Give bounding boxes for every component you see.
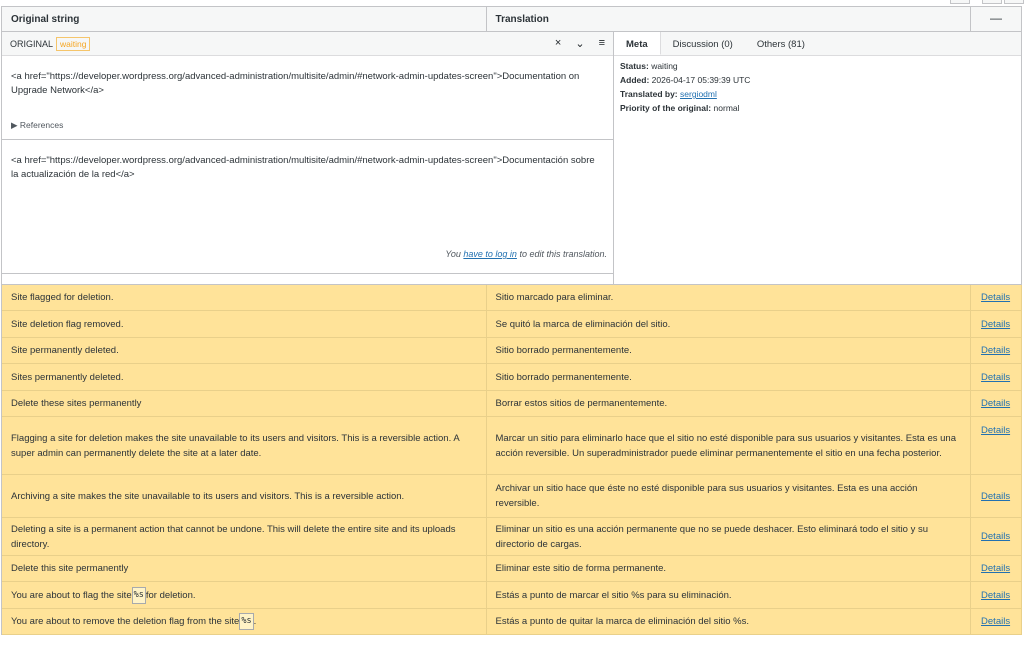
col-original-header: Original string bbox=[2, 7, 487, 31]
details-link[interactable]: Details bbox=[981, 371, 1011, 383]
top-controls bbox=[950, 0, 1024, 4]
table-row[interactable]: Site flagged for deletion. Sitio marcado para eliminar. Details bbox=[2, 285, 1022, 311]
login-link[interactable]: have to log in bbox=[463, 249, 517, 259]
meta-panel bbox=[614, 32, 1022, 284]
view-toggle-3[interactable] bbox=[1004, 0, 1024, 4]
placeholder-token: %s bbox=[132, 587, 146, 604]
placeholder-token: %s bbox=[239, 613, 253, 630]
details-link[interactable]: Details bbox=[981, 318, 1011, 330]
translation-table bbox=[1, 6, 1022, 635]
meta-added: 2026-04-17 05:39:39 UTC bbox=[651, 75, 751, 85]
table-row[interactable]: Delete this site permanently Eliminar este sitio de forma permanente. Details bbox=[2, 556, 1022, 582]
table-row[interactable]: Site deletion flag removed. Se quitó la marca de eliminación del sitio. Details bbox=[2, 311, 1022, 338]
col-translation-header: Translation bbox=[487, 7, 972, 31]
tab-others[interactable]: Others (81) bbox=[756, 39, 805, 50]
tab-discussion[interactable]: Discussion (0) bbox=[672, 39, 733, 50]
table-row[interactable]: You are about to remove the deletion flag from the site %s . Estás a punto de quitar la marca de eliminación del sitio %s. Details bbox=[2, 609, 1022, 635]
references-toggle[interactable]: ▶ References bbox=[11, 120, 64, 130]
editor-main bbox=[2, 32, 614, 284]
tab-meta[interactable]: Meta bbox=[614, 32, 661, 55]
meta-priority: normal bbox=[713, 103, 740, 113]
details-link[interactable]: Details bbox=[981, 589, 1011, 601]
meta-tabs bbox=[614, 32, 1021, 56]
details-link[interactable]: Details bbox=[981, 616, 1011, 627]
editor-panel bbox=[2, 32, 1022, 285]
view-toggle-1[interactable] bbox=[950, 0, 970, 4]
table-row[interactable]: Deleting a site is a permanent action that cannot be undone. This will delete the entire site and its uploads directory. Eliminar un sitio es una acción permanente que no se puede deshacer. Esto eliminará todo el sitio y su directorio de cargas. Details bbox=[2, 518, 1022, 556]
table-row[interactable]: Delete these sites permanently Borrar estos sitios de permanentemente. Details bbox=[2, 391, 1022, 417]
details-link[interactable]: Details bbox=[981, 425, 1011, 436]
details-link[interactable]: Details bbox=[981, 490, 1011, 502]
details-link[interactable]: Details bbox=[981, 563, 1011, 574]
original-text-block bbox=[2, 56, 613, 140]
status-badge: waiting bbox=[56, 37, 90, 51]
details-link[interactable]: Details bbox=[981, 345, 1011, 356]
table-row[interactable]: You are about to flag the site %s for deletion. Estás a punto de marcar el sitio %s para su eliminación. Details bbox=[2, 582, 1022, 609]
string-rows bbox=[2, 285, 1022, 635]
table-row[interactable]: Site permanently deleted. Sitio borrado permanentemente. Details bbox=[2, 338, 1022, 364]
menu-icon[interactable]: ≡ bbox=[598, 37, 605, 49]
translation-text-block bbox=[2, 140, 613, 274]
details-link[interactable]: Details bbox=[981, 531, 1011, 542]
close-icon[interactable]: × bbox=[554, 37, 562, 49]
table-row[interactable]: Flagging a site for deletion makes the site unavailable to its users and visitors. This is a reversible action. A super admin can permanently delete the site at a later date. Marcar un sitio para eliminarlo hace que el sitio no esté disponible para sus usuarios y visitantes. Esta es una acción reversible. Un superadministrador puede eliminar permanentemente el sitio en una fecha posterior. Details bbox=[2, 417, 1022, 475]
translator-link[interactable]: sergiodml bbox=[680, 89, 717, 99]
original-header bbox=[2, 32, 613, 56]
meta-status: waiting bbox=[651, 61, 678, 71]
details-link[interactable]: Details bbox=[981, 398, 1011, 409]
meta-info: Status: waiting Added: 2026-04-17 05:39:39 UTC Translated by: sergiodml Priority of the original: normal bbox=[620, 61, 751, 113]
table-row[interactable]: Sites permanently deleted. Sitio borrado permanentemente. Details bbox=[2, 364, 1022, 391]
login-notice: You have to log in to edit this translation. bbox=[445, 249, 607, 259]
table-row[interactable]: Archiving a site makes the site unavailable to its users and visitors. This is a reversible action. Archivar un sitio hace que éste no esté disponible para sus usuarios y visitantes. Esta es una acción reversible. Details bbox=[2, 475, 1022, 518]
details-link[interactable]: Details bbox=[981, 292, 1011, 303]
translation-text: <a href="https://developer.wordpress.org/advanced-administration/multisite/admin/#network-admin-updates-screen">Documentación sobre la actualización de la red</a> bbox=[11, 155, 595, 180]
table-header bbox=[2, 6, 1022, 32]
original-text: <a href="https://developer.wordpress.org/advanced-administration/multisite/admin/#network-admin-updates-screen">Documentation on Upgrade Network</a> bbox=[11, 71, 580, 96]
original-label: ORIGINAL bbox=[10, 38, 54, 49]
view-toggle-2[interactable] bbox=[982, 0, 1002, 4]
collapse-button[interactable]: — bbox=[971, 7, 1022, 31]
chevron-down-icon[interactable]: ⌄ bbox=[575, 38, 585, 50]
